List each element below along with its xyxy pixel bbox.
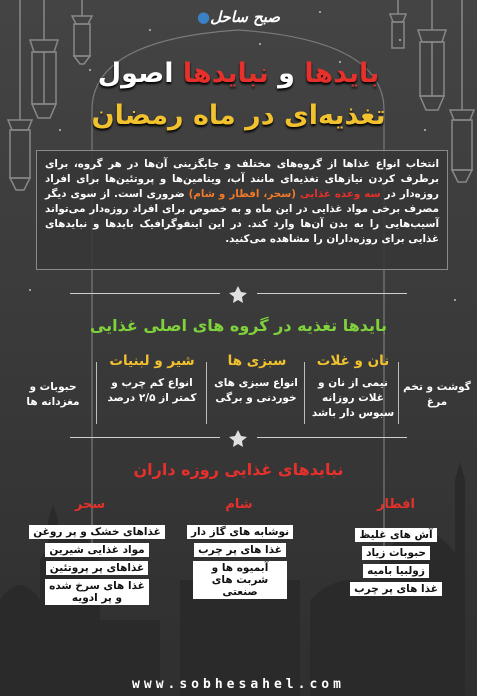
main-title-line2: تغذیه‌ای در ماه رمضان xyxy=(91,100,386,131)
intro-highlight-meals: سه وعده غذایی xyxy=(300,188,381,200)
list-item: مواد غذایی شیرین xyxy=(45,543,148,557)
website-url[interactable]: www.sobhesahel.com xyxy=(132,677,345,692)
divider-line-left xyxy=(70,293,220,294)
title-part-principles: اصول xyxy=(97,58,183,89)
list-item: غذاهای پر پروتئین xyxy=(46,561,148,575)
dos-column-title-vegetables: سبزی ها xyxy=(227,353,287,369)
dos-separator xyxy=(96,362,97,424)
divider-line-right xyxy=(257,437,407,438)
list-item: غذاهای خشک و پر روغن xyxy=(29,525,165,539)
title-part-and: و xyxy=(268,58,305,89)
donts-list-suhoor xyxy=(32,525,162,609)
dos-column-bread-grains: نیمی از نان و غلات روزانه سبوس دار باشد xyxy=(311,377,395,419)
donts-list-iftar xyxy=(346,528,446,600)
intro-paragraph xyxy=(36,150,448,270)
donts-heading-iftar: افطار xyxy=(377,497,415,512)
list-item: غذا های سرخ شده و پر ادویه xyxy=(45,579,149,605)
brand-logo: صبح ساحل● xyxy=(196,8,281,26)
brand-logo-text: صبح ساحل xyxy=(210,8,281,26)
intro-text-3: ضروری است. از سوی دیگر مصرف برخی مواد غذایی در این ماه و به خصوص برای افراد روزه‌دار می‌تواند آسیب‌هایی را به بدن آن‌ها وارد کند. در این اینفوگرافیک بایدها و نبایدهای غذایی برای روزه‌داران را مشاهده می‌کنید. xyxy=(45,188,439,245)
dos-separator xyxy=(206,362,207,424)
dos-column-title-bread-grains: نان و غلات xyxy=(316,353,390,369)
donts-list-dinner xyxy=(186,525,294,603)
list-item: غذا های پر چرب xyxy=(194,543,286,557)
dos-column-dairy: انواع کم چرب و کمتر از ۲/۵ درصد xyxy=(107,377,197,404)
donts-heading-suhoor: سحر xyxy=(74,497,106,512)
dos-column-meat-eggs: گوشت و تخم مرغ xyxy=(403,381,471,408)
list-item: نوشابه های گاز دار xyxy=(187,525,293,539)
donts-heading-dinner: شام xyxy=(225,497,253,512)
divider-line-left xyxy=(70,437,220,438)
dos-section-title: بایدها تغذیه در گروه های اصلی غذایی xyxy=(89,316,388,335)
list-item: آبمیوه ها و شربت های صنعتی xyxy=(193,561,287,599)
list-item: زولبیا بامیه xyxy=(363,564,429,578)
intro-highlight-meal-names: (سحر، افطار و شام) xyxy=(188,188,296,200)
dos-column-vegetables: انواع سبزی های خوردنی و برگی xyxy=(214,377,298,404)
title-part-dos: بایدها xyxy=(304,58,380,89)
dos-column-title-dairy: شیر و لبنیات xyxy=(109,353,195,369)
list-item: آش های غلیظ xyxy=(355,528,436,542)
list-item: حبوبات زیاد xyxy=(362,546,430,560)
main-title-line1 xyxy=(0,58,477,90)
list-item: غذا های پر چرب xyxy=(350,582,442,596)
dos-column-legumes-nuts: حبوبات و مغزدانه ها xyxy=(26,381,80,408)
donts-section-title: نبایدهای غذایی روزه داران xyxy=(133,460,344,479)
dos-separator xyxy=(304,362,305,424)
intro-text-1: انتخاب انواع غذاها از گروه‌های مختلف و جایگزینی آن‌ها در هر گروه، برای برطرف کردن نیازهای تغذیه‌ای مانند آب، ویتامین‌ها و پروتئین‌ها برای افراد روزه‌دار در xyxy=(45,158,439,200)
dos-separator xyxy=(398,362,399,424)
divider-line-right xyxy=(257,293,407,294)
title-part-donts: نبایدها xyxy=(182,58,269,89)
